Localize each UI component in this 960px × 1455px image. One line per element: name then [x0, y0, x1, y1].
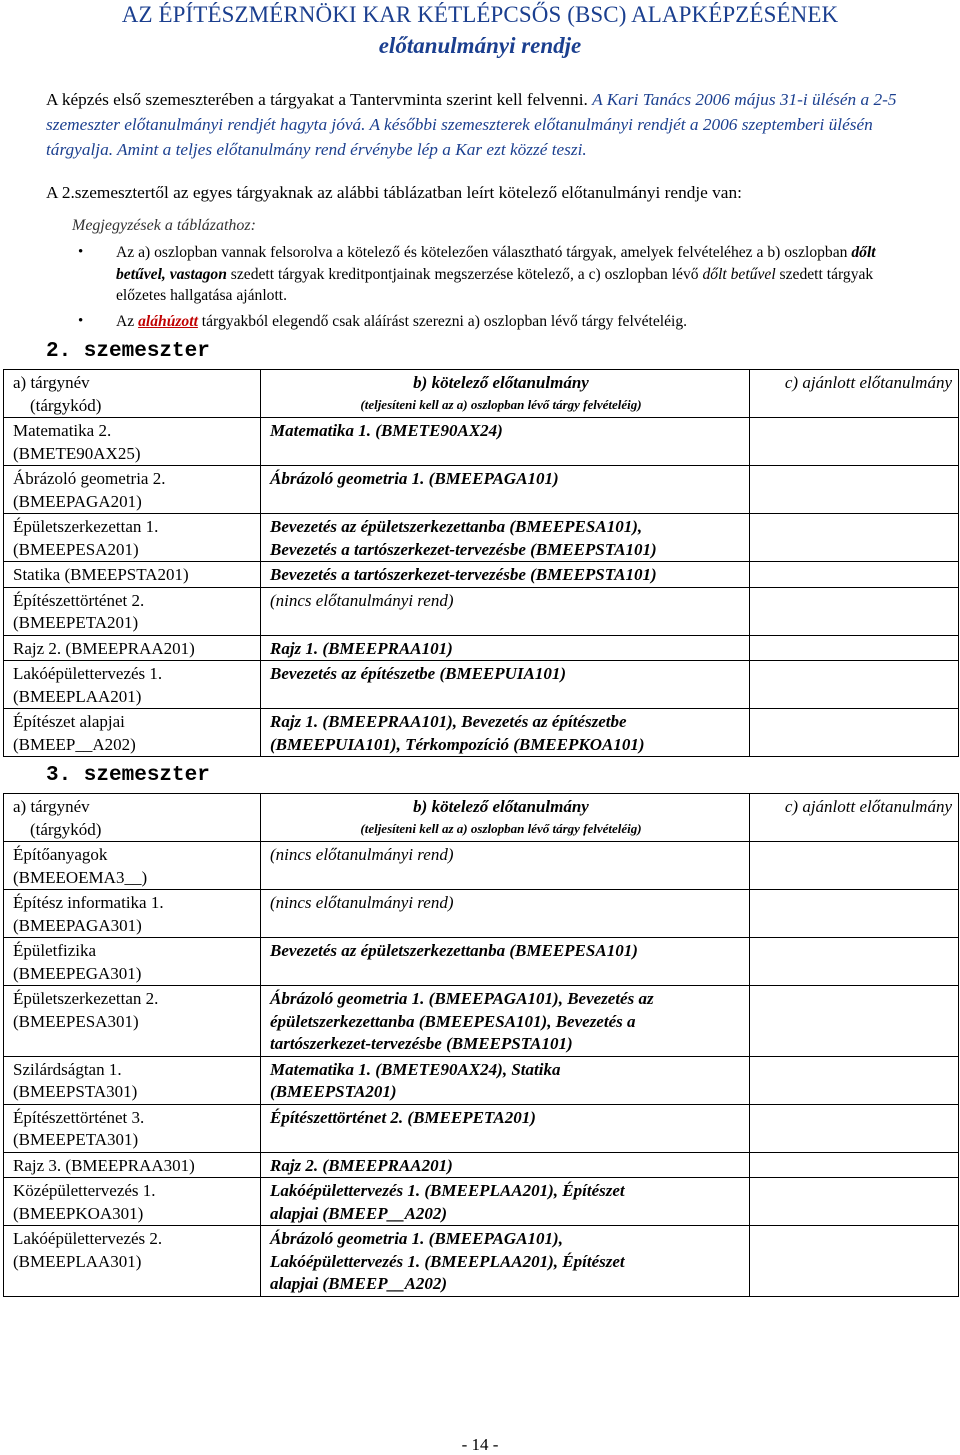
notes-title: Megjegyzések a táblázathoz:: [72, 217, 256, 234]
cell-line: Matematika 2.: [13, 421, 112, 440]
cell-line: Építőanyagok: [13, 845, 108, 864]
note-text: szedett tárgyak kreditpontjainak megszerzése kötelező, a c) oszlopban lévő: [226, 265, 703, 283]
course-required-cell: [261, 938, 750, 986]
cell-line: (BMEEPLAA201): [13, 686, 142, 706]
course-row: [4, 1226, 959, 1297]
underlined-keyword: aláhúzott: [138, 312, 198, 330]
document-subtitle: előtanulmányi rendje: [378, 33, 582, 58]
cell-line: Bevezetés az épületszerkezettanba (BMEEPESA101): [270, 941, 638, 960]
cell-line: (BMEEOEMA3__): [13, 867, 148, 887]
cell-line: Ábrázoló geometria 1. (BMEEPAGA101), Bevezetés az: [270, 989, 654, 1008]
course-recommended-cell: [750, 587, 959, 635]
course-recommended-cell: [750, 842, 959, 890]
semester-2-heading: 2. szemeszter: [46, 340, 210, 363]
page-number: - 14 -: [461, 1435, 499, 1454]
course-row: [4, 1178, 959, 1226]
course-recommended-cell: [750, 986, 959, 1057]
course-recommended-cell: [750, 635, 959, 661]
course-recommended-cell: [750, 514, 959, 562]
course-recommended-cell: [750, 466, 959, 514]
note-emphasis: dőlt betűvel: [702, 265, 776, 283]
semester-2-table: [3, 369, 959, 757]
intro-line: A képzés első szemeszterében a tárgyakat a Tantervminta szerint kell felvenni.: [46, 90, 588, 109]
course-row: [4, 418, 959, 466]
note-text: Az a) oszlopban vannak felsorolva a kötelező és kötelezően választható tárgyak, amelyek felvételéhez a b) oszlopban: [116, 244, 852, 261]
course-recommended-cell: [750, 1056, 959, 1104]
header-recommended-prereq: c) ajánlott előtanulmány: [750, 370, 959, 418]
course-recommended-cell: [750, 709, 959, 757]
cell-line: Épületszerkezettan 1.: [13, 517, 159, 536]
course-subject-cell: [4, 418, 261, 466]
cell-line: Rajz 1. (BMEEPRAA101): [270, 638, 453, 658]
cell-line: Épületfizika: [13, 941, 97, 960]
course-row: [4, 635, 959, 661]
cell-line: Bevezetés a tartószerkezet-tervezésbe (BMEEPSTA101): [270, 539, 657, 559]
course-subject-cell: [4, 1226, 261, 1297]
course-row: [4, 514, 959, 562]
header-required-note: (teljesíteni kell az a) oszlopban lévő tárgy felvételéig): [360, 396, 642, 412]
cell-line: (nincs előtanulmányi rend): [270, 893, 454, 912]
course-row: [4, 661, 959, 709]
course-required-cell: [261, 466, 750, 514]
cell-line: (BMEEPESA301): [13, 1011, 139, 1031]
cell-line: (BMEEPUIA101), Térkompozíció (BMEEPKOA101): [270, 734, 645, 754]
cell-line: Lakóépülettervezés 1. (BMEEPLAA201), Építészet: [270, 1181, 625, 1200]
cell-line: Építészettörténet 2.: [13, 590, 145, 610]
course-required-cell: [261, 890, 750, 938]
course-recommended-cell: [750, 1226, 959, 1297]
cell-line: Rajz 1. (BMEEPRAA101), Bevezetés az építészetbe: [270, 712, 627, 731]
header-subject-name: a) tárgynév: [13, 797, 90, 816]
course-subject-cell: [4, 661, 261, 709]
header-subject-name: a) tárgynév: [13, 373, 90, 392]
cell-line: Építészettörténet 2. (BMEEPETA201): [270, 1107, 536, 1127]
cell-line: épületszerkezettanba (BMEEPESA101), Bevezetés a: [270, 1011, 636, 1031]
header-required-title: b) kötelező előtanulmány: [413, 797, 589, 816]
course-row: [4, 709, 959, 757]
course-recommended-cell: [750, 1104, 959, 1152]
cell-line: tartószerkezet-tervezésbe (BMEEPSTA101): [270, 1034, 573, 1053]
notes-list: [78, 242, 898, 332]
course-subject-cell: [4, 938, 261, 986]
course-recommended-cell: [750, 562, 959, 588]
course-required-cell: [261, 661, 750, 709]
course-required-cell: [261, 418, 750, 466]
cell-line: alapjai (BMEEP__A202): [270, 1274, 448, 1293]
course-subject-cell: [4, 890, 261, 938]
course-recommended-cell: [750, 938, 959, 986]
course-required-cell: [261, 1152, 750, 1178]
intro-italic-text: A Kari Tanács 2006 május 31-i ülésén a 2-5 szemeszter előtanulmányi rendjét hagyta jóvá. A későbbi szemeszterek előtanulmányi rendjét a 2006 szeptemberi ülésén tárgyalja. Amint a teljes előtanulmány rend érvénybe lép a Kar ezt közzé teszi.: [46, 90, 897, 159]
cell-line: Építészettörténet 3.: [13, 1107, 145, 1127]
course-recommended-cell: [750, 418, 959, 466]
cell-line: Ábrázoló geometria 1. (BMEEPAGA101),: [270, 1229, 563, 1248]
header-required-note: (teljesíteni kell az a) oszlopban lévő tárgy felvételéig): [360, 820, 642, 836]
cell-line: Matematika 1. (BMETE90AX24): [270, 421, 503, 440]
semester-3-table: [3, 793, 959, 1297]
course-subject-cell: [4, 635, 261, 661]
header-required-prereq: [261, 794, 750, 842]
course-recommended-cell: [750, 661, 959, 709]
course-required-cell: [261, 635, 750, 661]
cell-line: Építészet alapjai: [13, 712, 125, 731]
document-title: AZ ÉPÍTÉSZMÉRNÖKI KAR KÉTLÉPCSŐS (BSC) ALAPKÉPZÉSÉNEK: [121, 2, 839, 27]
course-subject-cell: [4, 1104, 261, 1152]
note-text: szedett tárgyak előzetes hallgatása ajánlott.: [116, 265, 874, 304]
cell-line: Építész informatika 1.: [13, 893, 164, 912]
course-subject-cell: [4, 587, 261, 635]
course-subject-cell: [4, 1152, 261, 1178]
course-subject-cell: [4, 842, 261, 890]
course-row: [4, 1152, 959, 1178]
cell-line: Rajz 3. (BMEEPRAA301): [13, 1155, 195, 1175]
note-item: [78, 311, 898, 333]
cell-line: Ábrázoló geometria 1. (BMEEPAGA101): [270, 469, 559, 488]
note-item: [78, 242, 898, 307]
cell-line: Középülettervezés 1.: [13, 1181, 156, 1200]
course-required-cell: [261, 986, 750, 1057]
course-recommended-cell: [750, 890, 959, 938]
course-row: [4, 466, 959, 514]
course-subject-cell: [4, 1056, 261, 1104]
prerequisite-paragraph: A 2.szemesztertől az egyes tárgyaknak az alábbi táblázatban leírt kötelező előtanulmányi rendje van:: [46, 183, 742, 202]
header-subject: [4, 370, 261, 418]
semester-3-heading: 3. szemeszter: [46, 764, 210, 787]
cell-line: Lakóépülettervezés 1. (BMEEPLAA201), Építészet: [270, 1251, 625, 1271]
cell-line: (BMEEPETA201): [13, 613, 139, 632]
course-required-cell: [261, 709, 750, 757]
header-subject: [4, 794, 261, 842]
cell-line: alapjai (BMEEP__A202): [270, 1203, 448, 1223]
cell-line: Rajz 2. (BMEEPRAA201): [270, 1155, 453, 1175]
note-text: Az: [116, 312, 139, 330]
table-header-row: [4, 370, 959, 418]
course-row: [4, 1056, 959, 1104]
cell-line: (BMEEPKOA301): [13, 1203, 144, 1223]
course-row: [4, 938, 959, 986]
cell-line: Bevezetés a tartószerkezet-tervezésbe (BMEEPSTA101): [270, 565, 657, 584]
course-subject-cell: [4, 1178, 261, 1226]
course-required-cell: [261, 587, 750, 635]
course-subject-cell: [4, 709, 261, 757]
course-recommended-cell: [750, 1178, 959, 1226]
header-required-prereq: [261, 370, 750, 418]
cell-line: Matematika 1. (BMETE90AX24), Statika: [270, 1059, 561, 1079]
header-recommended-prereq: c) ajánlott előtanulmány: [750, 794, 959, 842]
course-subject-cell: [4, 986, 261, 1057]
course-required-cell: [261, 562, 750, 588]
course-row: [4, 562, 959, 588]
course-row: [4, 1104, 959, 1152]
cell-line: (BMEEPAGA301): [13, 915, 142, 935]
course-row: [4, 890, 959, 938]
cell-line: (BMEEPESA201): [13, 539, 139, 559]
cell-line: Lakóépülettervezés 2.: [13, 1229, 163, 1248]
cell-line: (BMEEPSTA201): [270, 1082, 397, 1101]
course-subject-cell: [4, 562, 261, 588]
cell-line: Ábrázoló geometria 2.: [13, 469, 166, 488]
cell-line: (nincs előtanulmányi rend): [270, 845, 454, 864]
cell-line: (BMETE90AX25): [13, 443, 141, 463]
cell-line: Bevezetés az építészetbe (BMEEPUIA101): [270, 664, 567, 683]
cell-line: (BMEEPETA301): [13, 1130, 139, 1149]
note-emphasis: dőlt betűvel, vastagon: [116, 244, 876, 283]
note-text: tárgyakból elegendő csak aláírást szerezni a) oszlopban lévő tárgy felvételéig.: [197, 312, 688, 330]
cell-line: Rajz 2. (BMEEPRAA201): [13, 638, 195, 658]
course-required-cell: [261, 1056, 750, 1104]
course-subject-cell: [4, 514, 261, 562]
cell-line: (nincs előtanulmányi rend): [270, 590, 454, 610]
cell-line: Bevezetés az épületszerkezettanba (BMEEPESA101),: [270, 517, 643, 536]
cell-line: Lakóépülettervezés 1.: [13, 664, 163, 683]
header-subject-code: (tárgykód): [30, 819, 102, 839]
course-row: [4, 986, 959, 1057]
cell-line: Statika (BMEEPSTA201): [13, 565, 189, 584]
course-recommended-cell: [750, 1152, 959, 1178]
table-header-row: [4, 794, 959, 842]
course-subject-cell: [4, 466, 261, 514]
course-required-cell: [261, 1226, 750, 1297]
cell-line: (BMEEPLAA301): [13, 1251, 142, 1271]
course-row: [4, 842, 959, 890]
cell-line: (BMEEP__A202): [13, 734, 136, 754]
header-subject-code: (tárgykód): [30, 395, 102, 415]
cell-line: (BMEEPSTA301): [13, 1082, 138, 1101]
course-required-cell: [261, 1178, 750, 1226]
course-row: [4, 587, 959, 635]
intro-paragraph: [46, 87, 931, 162]
cell-line: (BMEEPEGA301): [13, 963, 142, 983]
cell-line: Épületszerkezettan 2.: [13, 989, 159, 1008]
header-required-title: b) kötelező előtanulmány: [413, 373, 589, 392]
course-required-cell: [261, 842, 750, 890]
course-required-cell: [261, 1104, 750, 1152]
cell-line: Szilárdságtan 1.: [13, 1059, 122, 1079]
cell-line: (BMEEPAGA201): [13, 491, 142, 511]
course-required-cell: [261, 514, 750, 562]
